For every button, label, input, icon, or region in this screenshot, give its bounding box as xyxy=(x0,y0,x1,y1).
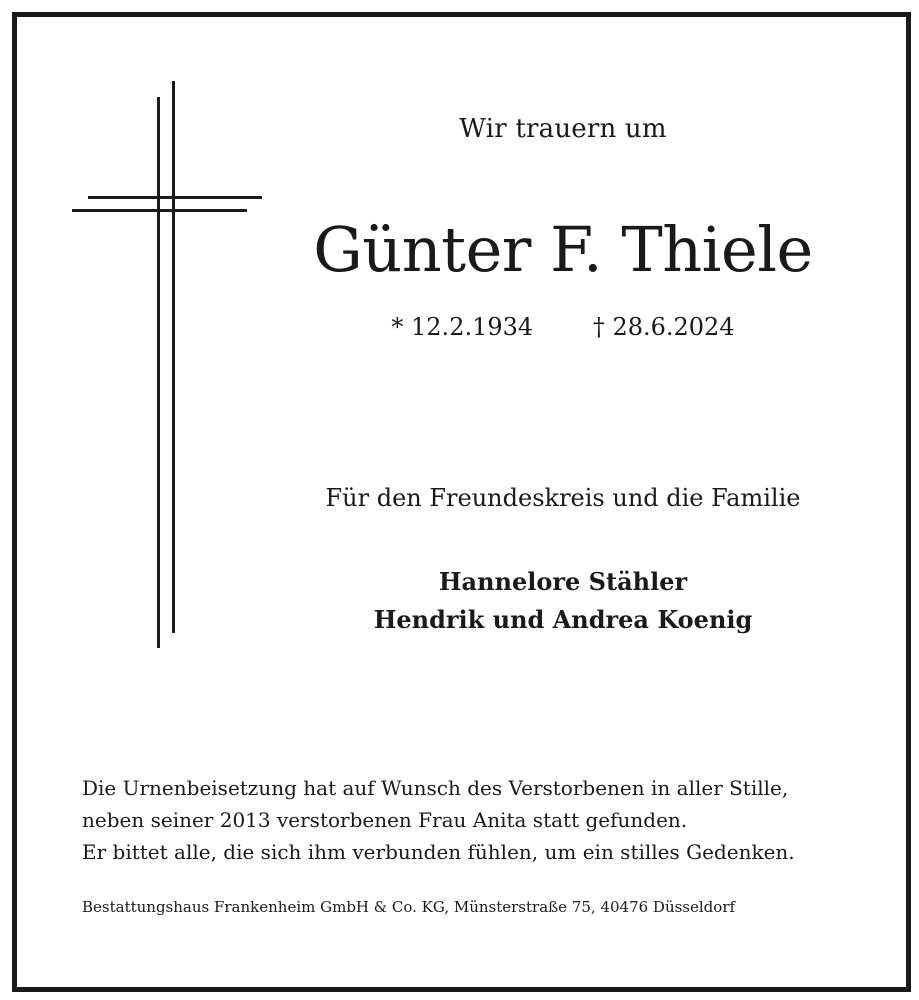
intro-text: Wir trauern um xyxy=(459,114,667,144)
mourner-name: Hannelore Stähler xyxy=(438,567,688,596)
mourner-name: Hendrik und Andrea Koenig xyxy=(373,605,753,634)
notice-line: Er bittet alle, die sich ihm verbunden fühlen, um ein stilles Gedenken. xyxy=(82,840,795,864)
mourners-intro: Für den Freundeskreis und die Familie xyxy=(325,484,801,512)
notice-line: Die Urnenbeisetzung hat auf Wunsch des Verstorbenen in aller Stille, xyxy=(82,776,789,800)
notice-line: neben seiner 2013 verstorbenen Frau Anita statt gefunden. xyxy=(82,808,688,832)
cross-horizontal-top xyxy=(88,196,262,199)
cross-vertical-right xyxy=(172,81,175,633)
funeral-home-footer: Bestattungshaus Frankenheim GmbH & Co. KG, Münsterstraße 75, 40476 Düsseldorf xyxy=(82,898,736,916)
cross-vertical-left xyxy=(157,97,160,648)
death-date: † 28.6.2024 xyxy=(592,313,735,341)
deceased-name: Günter F. Thiele xyxy=(313,213,813,286)
burial-notice xyxy=(82,772,842,868)
life-dates xyxy=(300,313,826,341)
mourners-list xyxy=(280,563,846,639)
birth-date: * 12.2.1934 xyxy=(391,313,534,341)
cross-horizontal-bottom xyxy=(72,209,247,212)
